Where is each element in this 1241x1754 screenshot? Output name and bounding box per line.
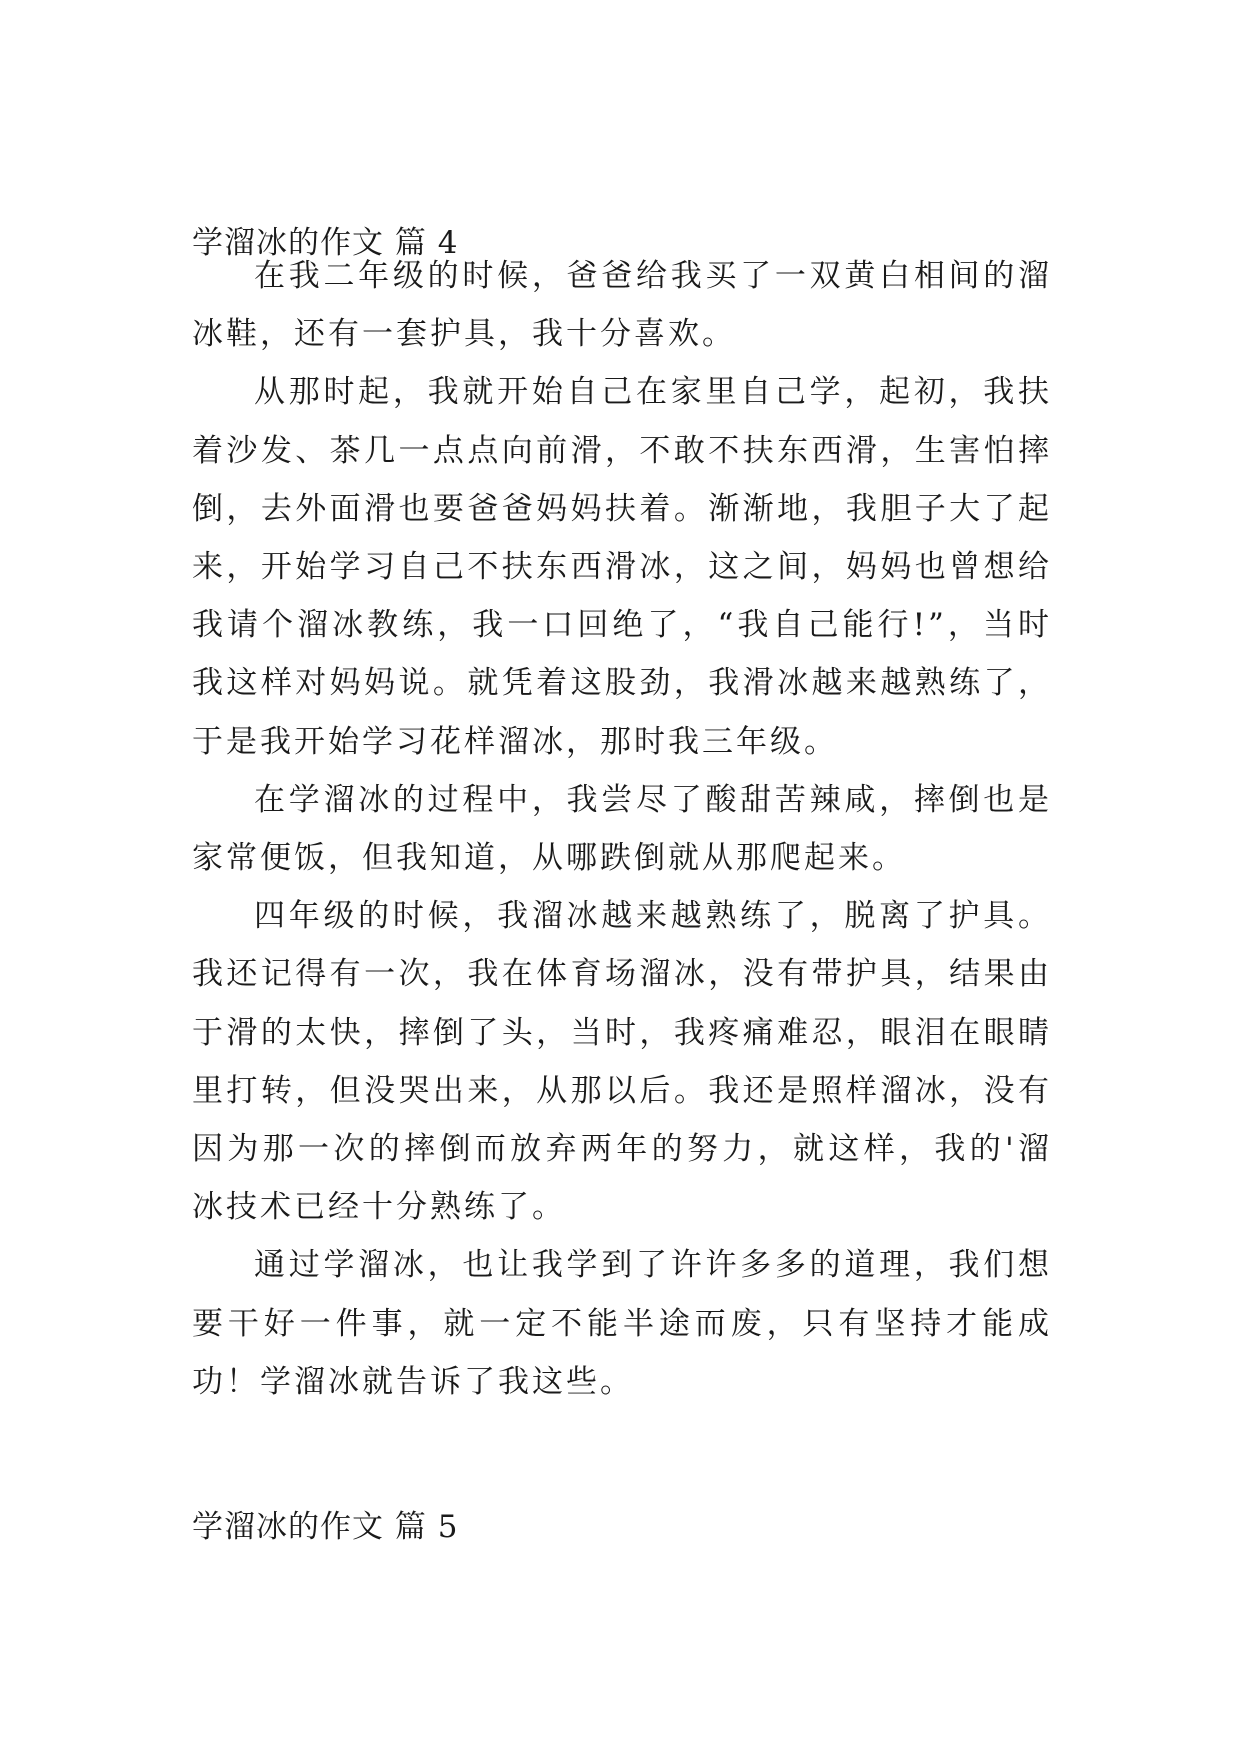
paragraph-1: 在我二年级的时候，爸爸给我买了一双黄白相间的溜冰鞋，还有一套护具，我十分喜欢。 bbox=[192, 258, 1052, 353]
paragraph-4: 四年级的时候，我溜冰越来越熟练了，脱离了护具。我还记得有一次，我在体育场溜冰，没有带护具，结果由于滑的太快，摔倒了头，当时，我疼痛难忍，眼泪在眼睛里打转，但没哭出来，从那以后。我还是照样溜冰，没有因为那一次的摔倒而放弃两年的努力，就这样，我的'溜冰技术已经十分熟练了。 bbox=[192, 898, 1052, 1226]
essay-heading-4: 学溜冰的作文 篇 4 bbox=[192, 225, 459, 261]
paragraph-3: 在学溜冰的过程中，我尝尽了酸甜苦辣咸，摔倒也是家常便饭，但我知道，从哪跌倒就从那爬起来。 bbox=[192, 781, 1052, 877]
essay-heading-5: 学溜冰的作文 篇 5 bbox=[192, 1509, 459, 1545]
paragraph-5: 通过学溜冰，也让我学到了许许多多的道理，我们想要干好一件事，就一定不能半途而废，只有坚持才能成功！学溜冰就告诉了我这些。 bbox=[192, 1247, 1052, 1400]
essay-body bbox=[192, 247, 1052, 1411]
paragraph-2: 从那时起，我就开始自己在家里自己学，起初，我扶着沙发、茶几一点点向前滑，不敢不扶东西滑，生害怕摔倒，去外面滑也要爸爸妈妈扶着。渐渐地，我胆子大了起来，开始学习自己不扶东西滑冰，这之间，妈妈也曾想给我请个溜冰教练，我一口回绝了，“我自己能行!”，当时我这样对妈妈说。就凭着这股劲，我滑冰越来越熟练了，于是我开始学习花样溜冰，那时我三年级。 bbox=[192, 374, 1052, 760]
